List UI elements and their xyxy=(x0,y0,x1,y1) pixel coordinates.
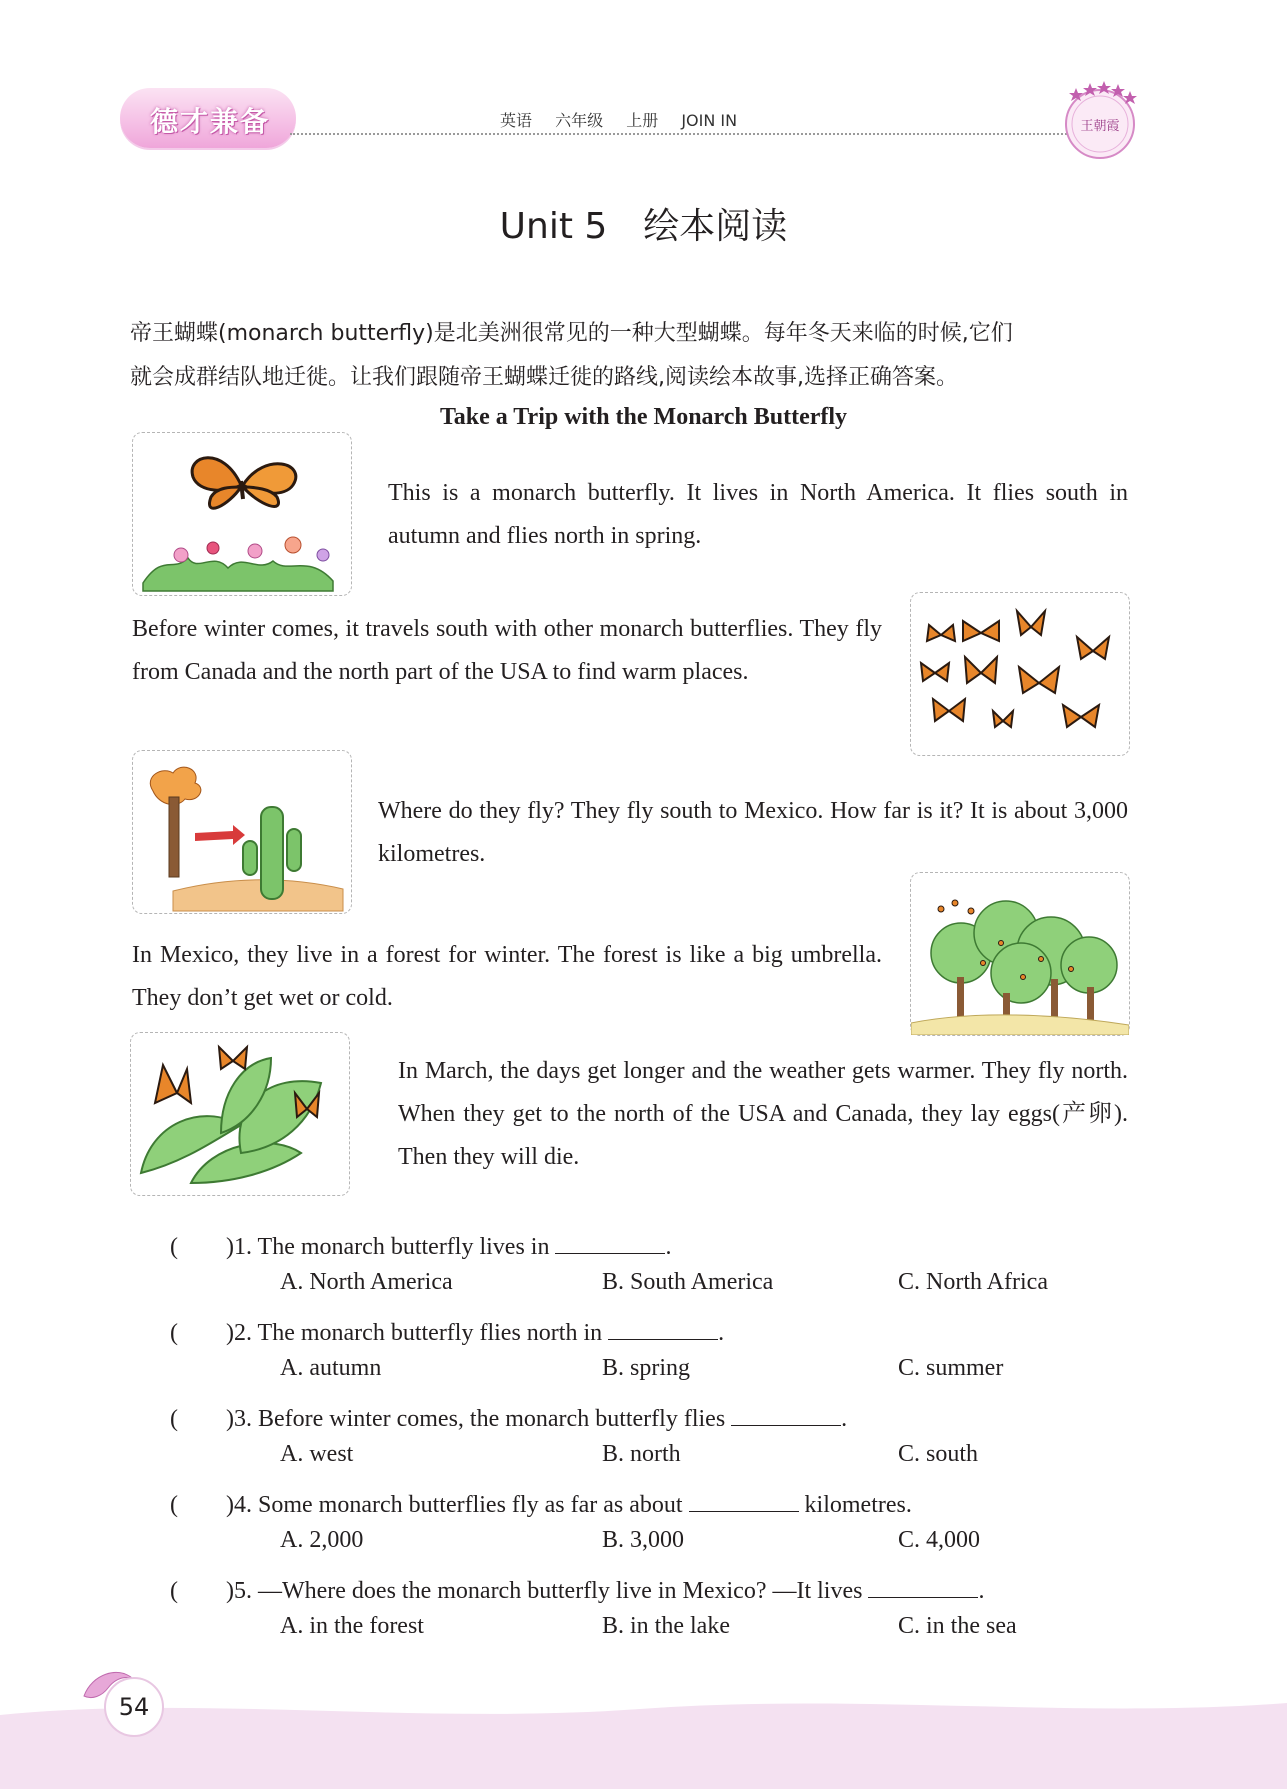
question-1-option-a[interactable]: A. North America xyxy=(280,1269,453,1295)
logo-text: 德才兼备 xyxy=(150,105,271,138)
picture-butterfly-flock xyxy=(910,592,1130,756)
migration-to-mexico-illustration xyxy=(133,751,351,913)
question-1-option-b[interactable]: B. South America xyxy=(602,1269,774,1295)
story-title: Take a Trip with the Monarch Butterfly xyxy=(439,404,848,430)
answer-paren-2[interactable]: ( ) xyxy=(170,1320,234,1346)
question-1-blank xyxy=(555,1233,665,1254)
publisher-badge-icon xyxy=(1060,78,1140,162)
question-4-option-a[interactable]: A. 2,000 xyxy=(280,1527,364,1553)
page-number: 54 xyxy=(104,1677,164,1737)
question-2-stem-end: . xyxy=(718,1320,725,1346)
question-3-option-c[interactable]: C. south xyxy=(898,1441,979,1467)
question-4-option-b[interactable]: B. 3,000 xyxy=(602,1527,685,1553)
question-5-option-a[interactable]: A. in the forest xyxy=(280,1613,424,1639)
intro-text xyxy=(130,312,1130,400)
question-4-stem: 4. Some monarch butterflies fly as far as about xyxy=(233,1492,683,1518)
question-5-stem: 5. —Where does the monarch butterfly live in Mexico? —It lives xyxy=(233,1578,863,1604)
butterfly-flock-illustration xyxy=(911,593,1129,755)
question-3-stem-end: . xyxy=(841,1406,848,1432)
question-2-option-c[interactable]: C. summer xyxy=(898,1355,1004,1381)
header-volume: 上册 xyxy=(626,111,659,130)
question-3-option-a[interactable]: A. west xyxy=(280,1441,354,1467)
question-2 xyxy=(170,1312,724,1347)
question-3-option-b[interactable]: B. north xyxy=(602,1441,681,1467)
question-2-blank xyxy=(608,1319,718,1340)
header-subject: 英语 xyxy=(500,111,533,130)
answer-paren-3[interactable]: ( ) xyxy=(170,1406,234,1432)
answer-paren-5[interactable]: ( ) xyxy=(170,1578,234,1604)
header-edition: JOIN IN xyxy=(681,111,738,130)
story-paragraph-2: Before winter comes, it travels south with other monarch butterflies. They fly from Canada and the north part of the USA to find warm places. xyxy=(132,616,882,685)
question-5 xyxy=(170,1570,984,1605)
page-title: Unit 5 绘本阅读 xyxy=(499,206,788,247)
badge-text: 王朝霞 xyxy=(1080,119,1120,134)
header-grade: 六年级 xyxy=(555,111,604,130)
question-5-option-c[interactable]: C. in the sea xyxy=(898,1613,1017,1639)
question-2-option-a[interactable]: A. autumn xyxy=(280,1355,382,1381)
story-paragraph-3: Where do they fly? They fly south to Mexico. How far is it? It is about 3,000 kilometres. xyxy=(378,798,1128,867)
header-divider xyxy=(290,133,1130,135)
question-4 xyxy=(170,1484,912,1519)
answer-paren-1[interactable]: ( ) xyxy=(170,1234,234,1260)
butterfly-flowers-illustration xyxy=(133,433,351,595)
question-2-stem: 2. The monarch butterfly flies north in xyxy=(233,1320,603,1346)
intro-line-2: 就会成群结队地迁徙。让我们跟随帝王蝴蝶迁徙的路线,阅读绘本故事,选择正确答案。 xyxy=(130,365,958,390)
question-5-option-b[interactable]: B. in the lake xyxy=(602,1613,730,1639)
question-3 xyxy=(170,1398,847,1433)
question-4-stem-end: kilometres. xyxy=(804,1492,912,1518)
story-paragraph-1: This is a monarch butterfly. It lives in North America. It flies south in autumn and flies north in spring. xyxy=(388,480,1128,549)
story-paragraph-5: In March, the days get longer and the weather gets warmer. They fly north. When they get to the north of the USA and Canada, they lay eggs(产卵). Then they will die. xyxy=(398,1058,1128,1170)
laying-eggs-illustration xyxy=(131,1033,349,1195)
brand-logo xyxy=(120,88,296,148)
question-1-stem: 1. The monarch butterfly lives in xyxy=(233,1234,550,1260)
question-4-blank xyxy=(689,1491,799,1512)
question-4-option-c[interactable]: C. 4,000 xyxy=(898,1527,981,1553)
picture-butterfly-flowers xyxy=(132,432,352,596)
question-1-stem-end: . xyxy=(665,1234,672,1260)
story-paragraph-4: In Mexico, they live in a forest for winter. The forest is like a big umbrella. They don’t get wet or cold. xyxy=(132,942,882,1011)
question-5-stem-end: . xyxy=(978,1578,985,1604)
question-1-option-c[interactable]: C. North Africa xyxy=(898,1269,1048,1295)
picture-forest xyxy=(910,872,1130,1036)
intro-line-1: 帝王蝴蝶(monarch butterfly)是北美洲很常见的一种大型蝴蝶。每年冬天来临的时候,它们 xyxy=(130,321,1013,346)
footer-wave xyxy=(0,1685,1287,1789)
question-2-option-b[interactable]: B. spring xyxy=(602,1355,691,1381)
picture-tree-to-cactus xyxy=(132,750,352,914)
question-1 xyxy=(170,1226,671,1261)
picture-butterflies-on-leaves xyxy=(130,1032,350,1196)
question-5-blank xyxy=(868,1577,978,1598)
header-course-info xyxy=(500,108,755,131)
question-3-blank xyxy=(731,1405,841,1426)
forest-illustration xyxy=(911,873,1129,1035)
question-3-stem: 3. Before winter comes, the monarch butterfly flies xyxy=(233,1406,726,1432)
answer-paren-4[interactable]: ( ) xyxy=(170,1492,234,1518)
